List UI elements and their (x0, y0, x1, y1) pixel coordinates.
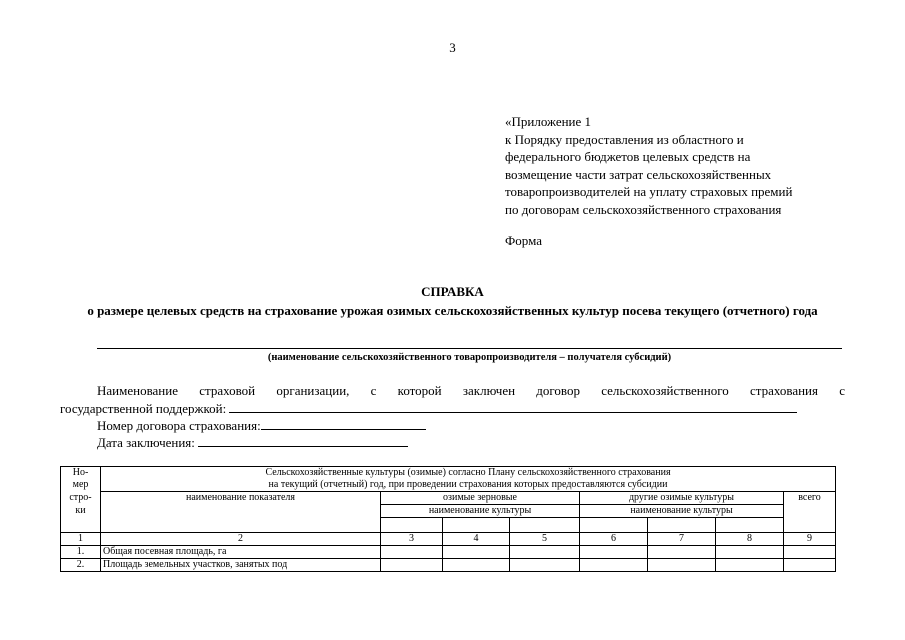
row-num-header: Но- (61, 467, 101, 480)
data-cell[interactable] (648, 558, 716, 571)
crop-cell[interactable] (510, 518, 580, 533)
row-num-header (61, 518, 101, 533)
column-number: 4 (443, 532, 510, 545)
recipient-caption: (наименование сельскохозяйственного товаропроизводителя – получателя субсидий) (267, 352, 672, 363)
other-winter-header: другие озимые культуры (580, 492, 784, 505)
table-row (61, 545, 836, 558)
row-indicator-name: Общая посевная площадь, га (101, 545, 381, 558)
data-cell[interactable] (648, 545, 716, 558)
column-number: 1 (61, 532, 101, 545)
contract-date-label: Дата заключения: (97, 435, 195, 450)
winter-grain-header: озимые зерновые (381, 492, 580, 505)
total-header: всего (784, 492, 836, 533)
insurer-label: Наименование страховой организации, с которой заключен договор сельскохозяйственного страхования с (97, 383, 845, 398)
contract-number-input-line[interactable] (261, 417, 426, 430)
row-num-header: мер (61, 479, 101, 492)
group-header: на текущий (отчетный) год, при проведении страхования которых предоставляются субсидии (101, 479, 836, 492)
data-cell[interactable] (784, 558, 836, 571)
crop-cell[interactable] (648, 518, 716, 533)
crop-cell[interactable] (443, 518, 510, 533)
subsidy-table (60, 466, 836, 572)
contract-number-label: Номер договора страхования: (97, 418, 261, 433)
data-cell[interactable] (716, 545, 784, 558)
contract-number-field (97, 417, 426, 434)
indicator-header: наименование показателя (101, 492, 381, 533)
crop-name-header: наименование культуры (580, 505, 784, 518)
insurer-input-line[interactable] (229, 400, 797, 413)
page-number: 3 (449, 40, 456, 55)
data-cell[interactable] (443, 545, 510, 558)
data-cell[interactable] (510, 545, 580, 558)
crop-cell[interactable] (580, 518, 648, 533)
data-cell[interactable] (443, 558, 510, 571)
data-cell[interactable] (716, 558, 784, 571)
appendix-line: товаропроизводителей на уплату страховых премий (505, 184, 793, 200)
appendix-line: «Приложение 1 (505, 114, 592, 129)
column-number: 2 (101, 532, 381, 545)
table-row (61, 558, 836, 571)
row-num-header: ки (61, 505, 101, 518)
data-cell[interactable] (580, 545, 648, 558)
appendix-line: федерального бюджетов целевых средств на (505, 149, 751, 165)
column-number: 7 (648, 532, 716, 545)
column-number: 9 (784, 532, 836, 545)
crop-cell[interactable] (381, 518, 443, 533)
row-number: 1. (61, 545, 101, 558)
appendix-line: к Порядку предоставления из областного и (505, 131, 744, 147)
data-cell[interactable] (381, 558, 443, 571)
data-cell[interactable] (580, 558, 648, 571)
crop-name-header: наименование культуры (381, 505, 580, 518)
appendix-line: по договорам сельскохозяйственного страхования (505, 201, 782, 217)
document-title: СПРАВКА (421, 284, 484, 299)
crop-cell[interactable] (716, 518, 784, 533)
column-number: 5 (510, 532, 580, 545)
document-subtitle: о размере целевых средств на страхование урожая озимых сельскохозяйственных культур посева текущего (отчетного) года (87, 303, 818, 318)
appendix-note (505, 113, 885, 219)
row-number: 2. (61, 558, 101, 571)
data-cell[interactable] (784, 545, 836, 558)
recipient-name-line[interactable] (97, 348, 842, 349)
row-indicator-name: Площадь земельных участков, занятых под (101, 558, 381, 571)
row-num-header: стро- (61, 492, 101, 505)
insurer-field (60, 400, 797, 417)
column-number: 3 (381, 532, 443, 545)
contract-date-field (97, 434, 408, 451)
data-cell[interactable] (510, 558, 580, 571)
insurer-label-cont: государственной поддержкой: (60, 401, 227, 416)
column-number: 6 (580, 532, 648, 545)
column-number-row (61, 532, 836, 545)
data-cell[interactable] (381, 545, 443, 558)
appendix-line: возмещение части затрат сельскохозяйственных (505, 166, 772, 182)
contract-date-input-line[interactable] (198, 434, 408, 447)
group-header: Сельскохозяйственные культуры (озимые) согласно Плану сельскохозяйственного страхования (101, 467, 836, 480)
column-number: 8 (716, 532, 784, 545)
form-label: Форма (505, 233, 542, 248)
